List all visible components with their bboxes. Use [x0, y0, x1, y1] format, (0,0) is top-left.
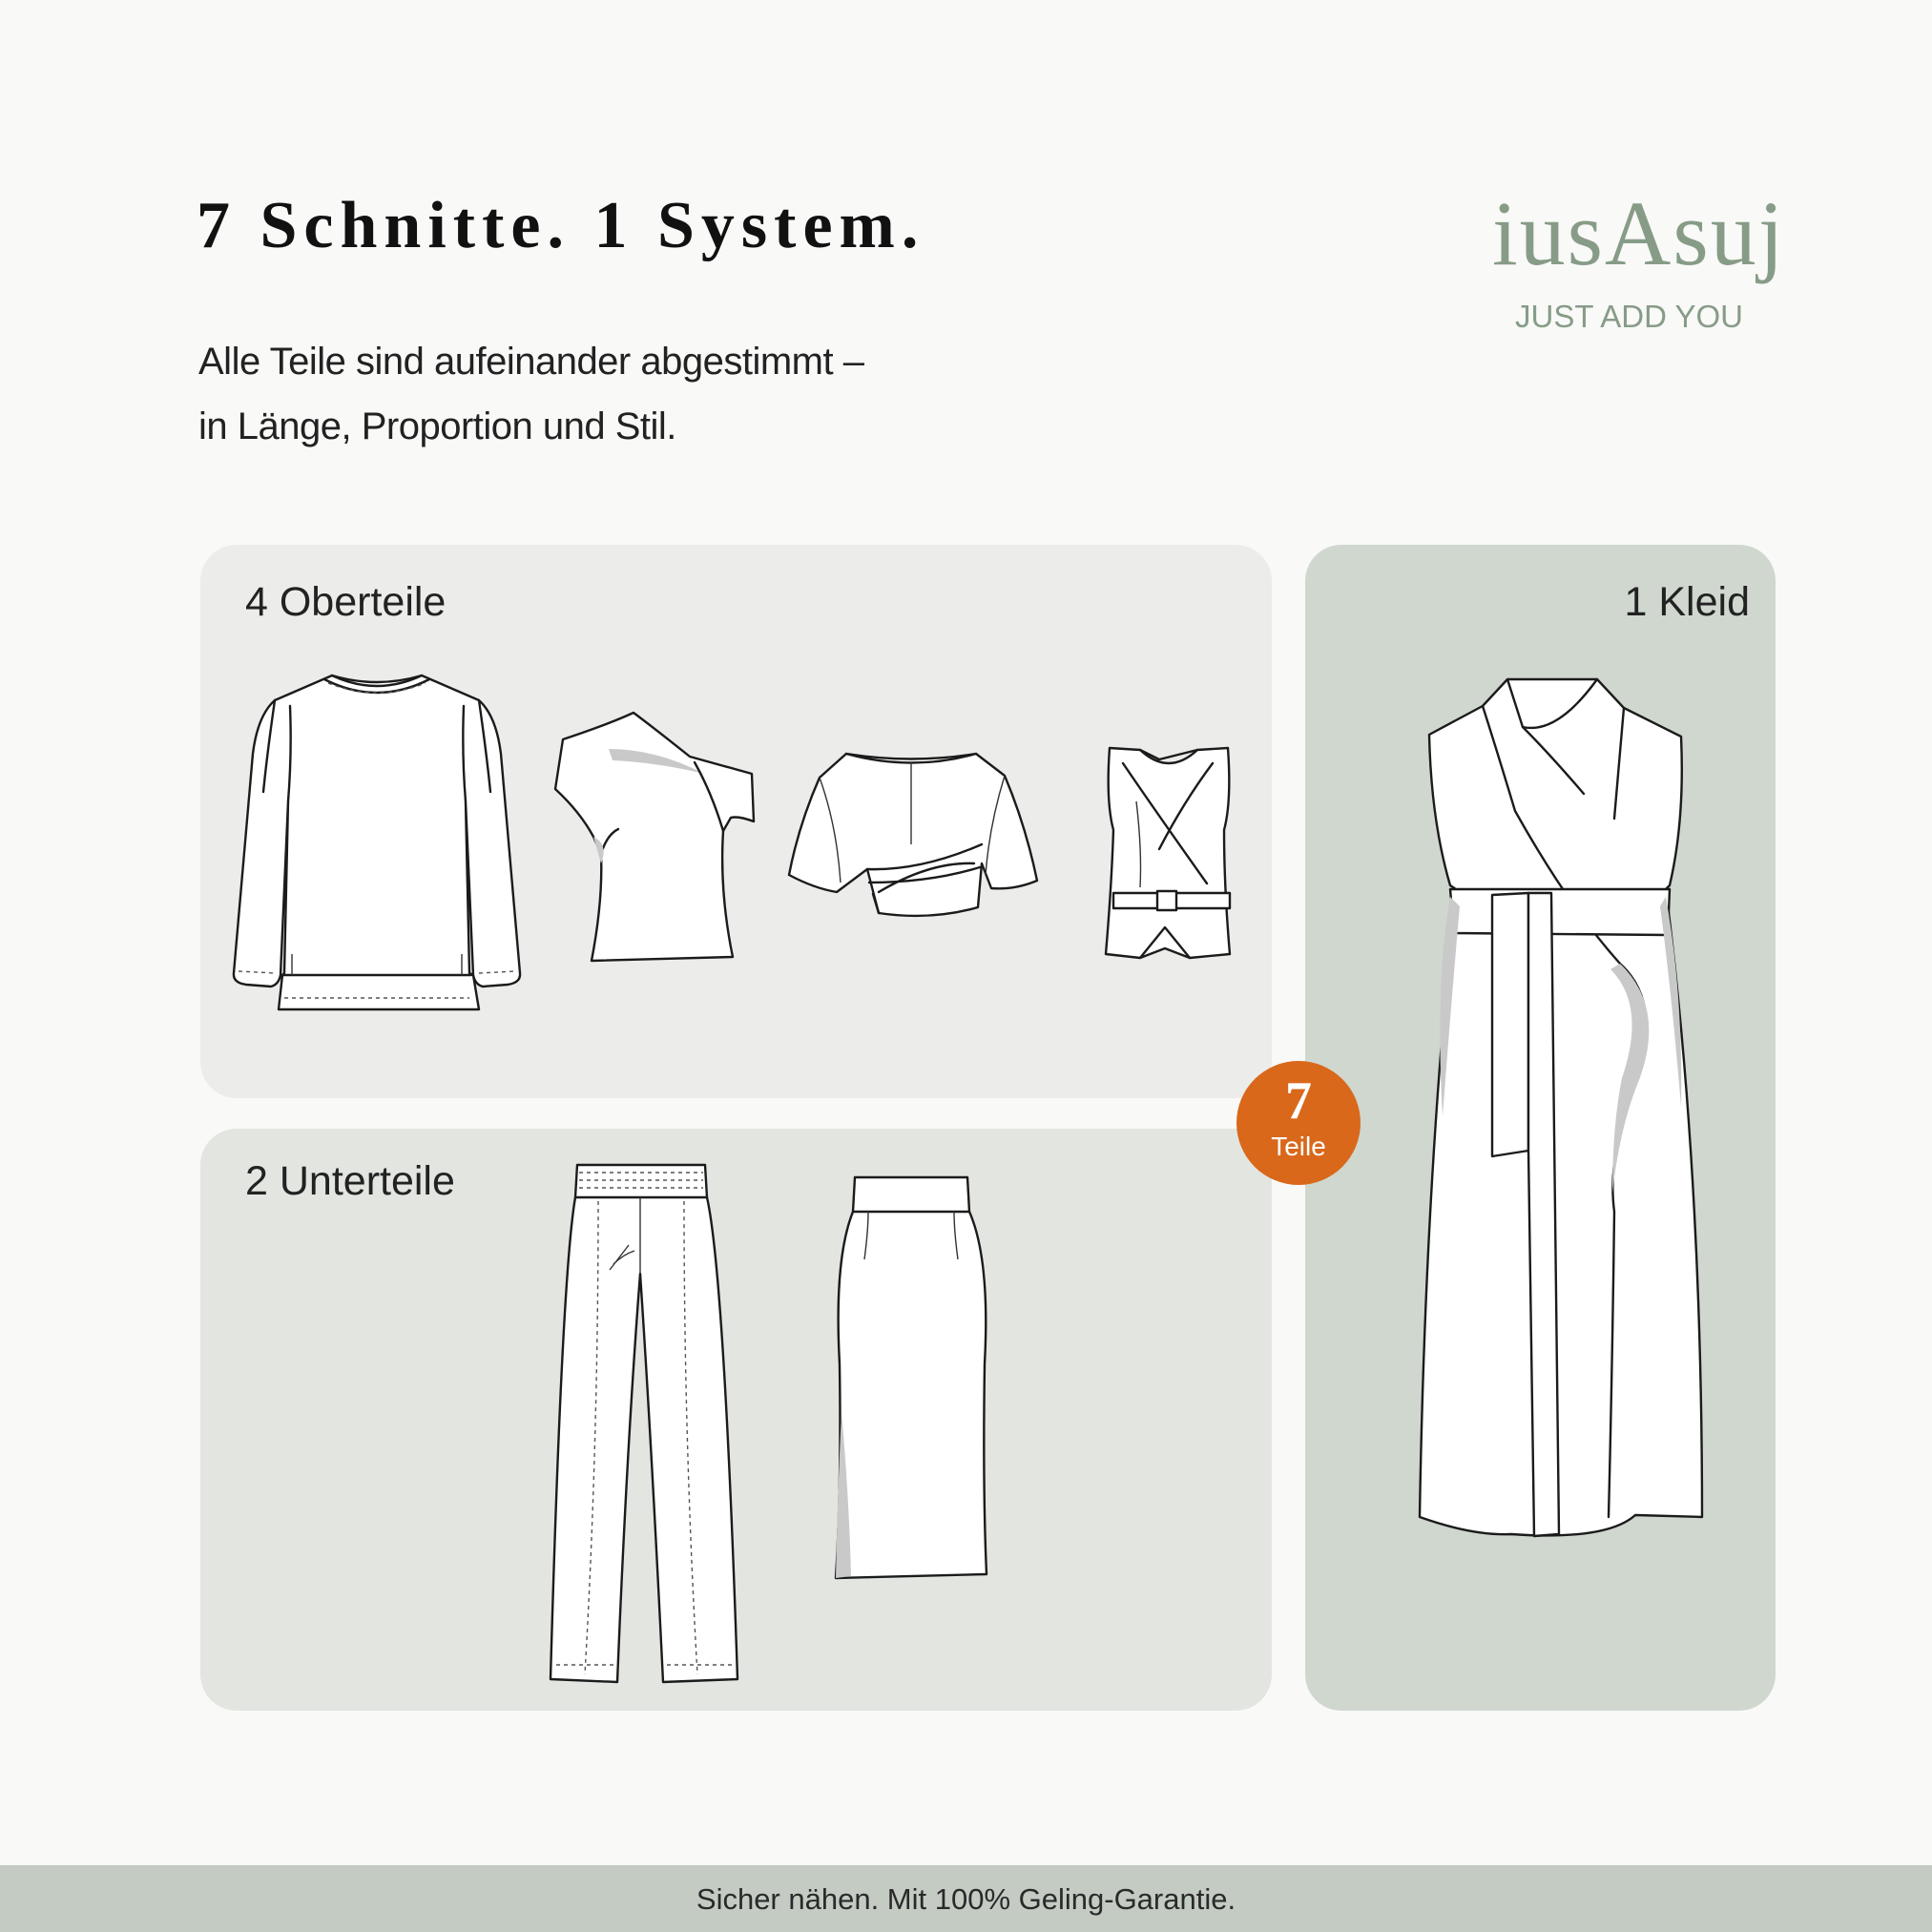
wrap-crop-top-icon [787, 749, 1037, 925]
subtitle-line-2: in Länge, Proportion und Stil. [198, 405, 676, 447]
brand-logo [1488, 181, 1786, 343]
sweater-icon [229, 668, 525, 1021]
dress-label: 1 Kleid [1624, 579, 1750, 625]
pencil-skirt-icon [830, 1174, 992, 1584]
logo-tagline: JUST ADD YOU [1515, 299, 1744, 334]
subtitle [198, 329, 863, 459]
subtitle-line-1: Alle Teile sind aufeinander abgestimmt – [198, 341, 864, 383]
count-badge [1236, 1061, 1361, 1185]
footer-bar [0, 1865, 1932, 1932]
badge-label: Teile [1271, 1132, 1326, 1161]
trousers-icon [547, 1159, 757, 1684]
footer-text: Sicher nähen. Mit 100% Geling-Garantie. [696, 1882, 1236, 1916]
page-title: 7 Schnitte. 1 System. [197, 189, 925, 262]
badge-number: 7 [1285, 1071, 1312, 1131]
one-shoulder-top-icon [551, 711, 759, 964]
belted-vest-icon [1102, 744, 1236, 964]
tops-label: 4 Oberteile [245, 579, 447, 625]
logo-wordmark: iusAsuj [1492, 182, 1786, 284]
wrap-dress-icon [1416, 677, 1707, 1541]
bottoms-label: 2 Unterteile [245, 1158, 455, 1204]
